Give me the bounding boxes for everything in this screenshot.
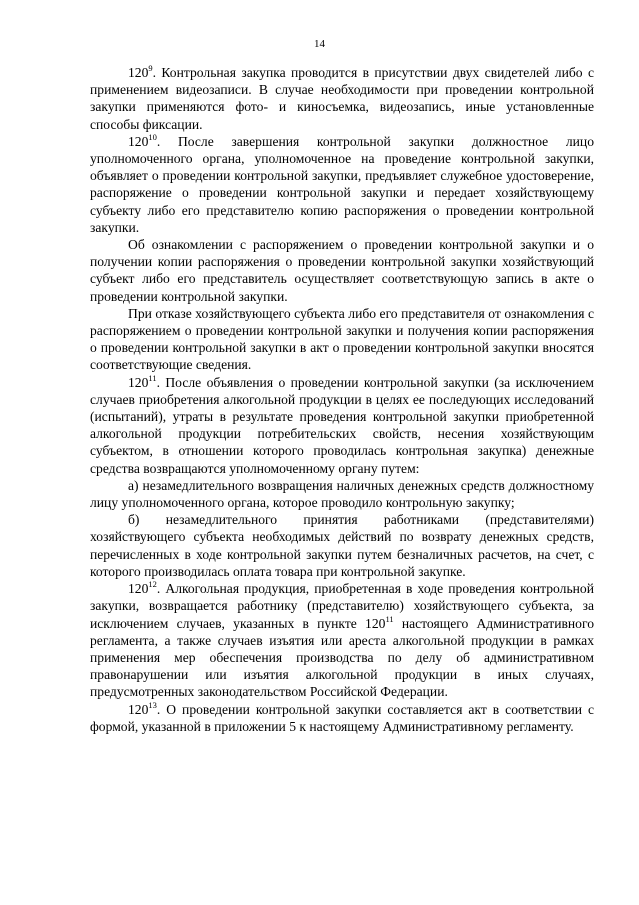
clause-number-base: 120: [128, 581, 149, 597]
paragraph-text: настоящего Административного регламента, а также случаев изъятия или ареста алкогольной продукции в рамках применения мер обеспечения производства по делу об административном правонарушении или изъятия алкогольной продукции в иных случаях, предусмотренных законодательством Российской Федерации.: [90, 615, 594, 700]
paragraph-120-12: [90, 580, 594, 700]
clause-number-superscript: 9: [148, 63, 153, 73]
clause-number: [128, 131, 157, 149]
clause-number: [128, 699, 157, 717]
clause-number-superscript: 12: [148, 579, 157, 590]
paragraph-text: Об ознакомлении с распоряжением о проведении контрольной закупки и о получении копии распоряжения о проведении контрольной закупки хозяйствующий субъект либо его представитель осуществляет соответствующую запись в акте о проведении контрольной закупки.: [90, 237, 594, 304]
clause-number: [128, 581, 157, 596]
paragraph-refusal: [90, 305, 594, 374]
paragraph-text: б) незамедлительного принятия работниками (представителями) хозяйствующего субъекта необходимых действий по возврату денежных средств, перечисленных в ходе контрольной закупки путем безналичных расчетов, на счет, с которого производилась оплата товара при контрольной закупке.: [90, 512, 594, 579]
clause-number-superscript: 10: [148, 131, 157, 142]
paragraph-120-13: [90, 701, 594, 735]
clause-number-base: 120: [128, 701, 149, 717]
paragraph-text: При отказе хозяйствующего субъекта либо его представителя от ознакомления с распоряжением о проведении контрольной закупки и получения копии распоряжения о проведении контрольной закупки в акт о проведении контрольной закупки вносятся соответствующие сведения.: [90, 305, 594, 373]
document-body: [90, 64, 594, 735]
paragraph-text-before-reference: . Алкогольная продукция, приобретенная в ходе проведения контрольной закупки, возвращается работнику (представителю) хозяйствующего субъекта, за исключением случаев, указанных в пункте: [90, 581, 594, 631]
list-item-b: [90, 511, 594, 580]
paragraph-120-10: [90, 133, 594, 236]
clause-number-base: 120: [128, 65, 149, 80]
paragraph-text: . После объявления о проведении контрольной закупки (за исключением случаев приобретения алкогольной продукции в целях ее последующих исследований (испытаний), утраты в результате проведения контрольной закупки приобретенной алкогольной продукции потребительских свойств, несения хозяйствующим субъектом, в отношении которого проводилась контрольная закупка) денежные средства возвращаются уполномоченному органу путем:: [90, 374, 594, 476]
paragraph-text: . О проведении контрольной закупки составляется акт в соответствии с формой, указанной в приложении 5 к настоящему Административному регламенту.: [90, 701, 594, 734]
paragraph-120-9: [90, 64, 594, 133]
paragraph-120-11: [90, 374, 594, 477]
paragraph-text: . Контрольная закупка проводится в присутствии двух свидетелей либо с применением видеозаписи. В случае необходимости при проведении контрольной закупки применяются фото- и киносъемка, видеозапись, иные установленные способы фиксации.: [90, 65, 594, 132]
clause-number-base: 120: [128, 374, 149, 390]
list-item-a: [90, 477, 594, 511]
page-number: 14: [314, 38, 325, 50]
paragraph-acknowledgement: [90, 236, 594, 305]
clause-reference-base: 120: [365, 615, 386, 631]
paragraph-text: а) незамедлительного возвращения наличных денежных средств должностному лицу уполномоченного органа, которое проводило контрольную закупку;: [90, 477, 594, 511]
clause-number: [128, 372, 157, 390]
clause-reference: [365, 613, 394, 631]
clause-number-superscript: 13: [148, 699, 157, 710]
paragraph-text: . После завершения контрольной закупки должностное лицо уполномоченного органа, уполномоченное на проведение контрольной закупки, объявляет о проведении контрольной закупки, предъявляет служебное удостоверение, распоряжение о проведении контрольной закупки и передает хозяйствующему субъекту либо его представителю копию распоряжения о проведении контрольной закупки.: [90, 133, 594, 235]
clause-number: [128, 65, 153, 80]
clause-number-base: 120: [128, 133, 149, 149]
clause-reference-superscript: 11: [385, 613, 394, 624]
clause-number-superscript: 11: [148, 372, 157, 383]
